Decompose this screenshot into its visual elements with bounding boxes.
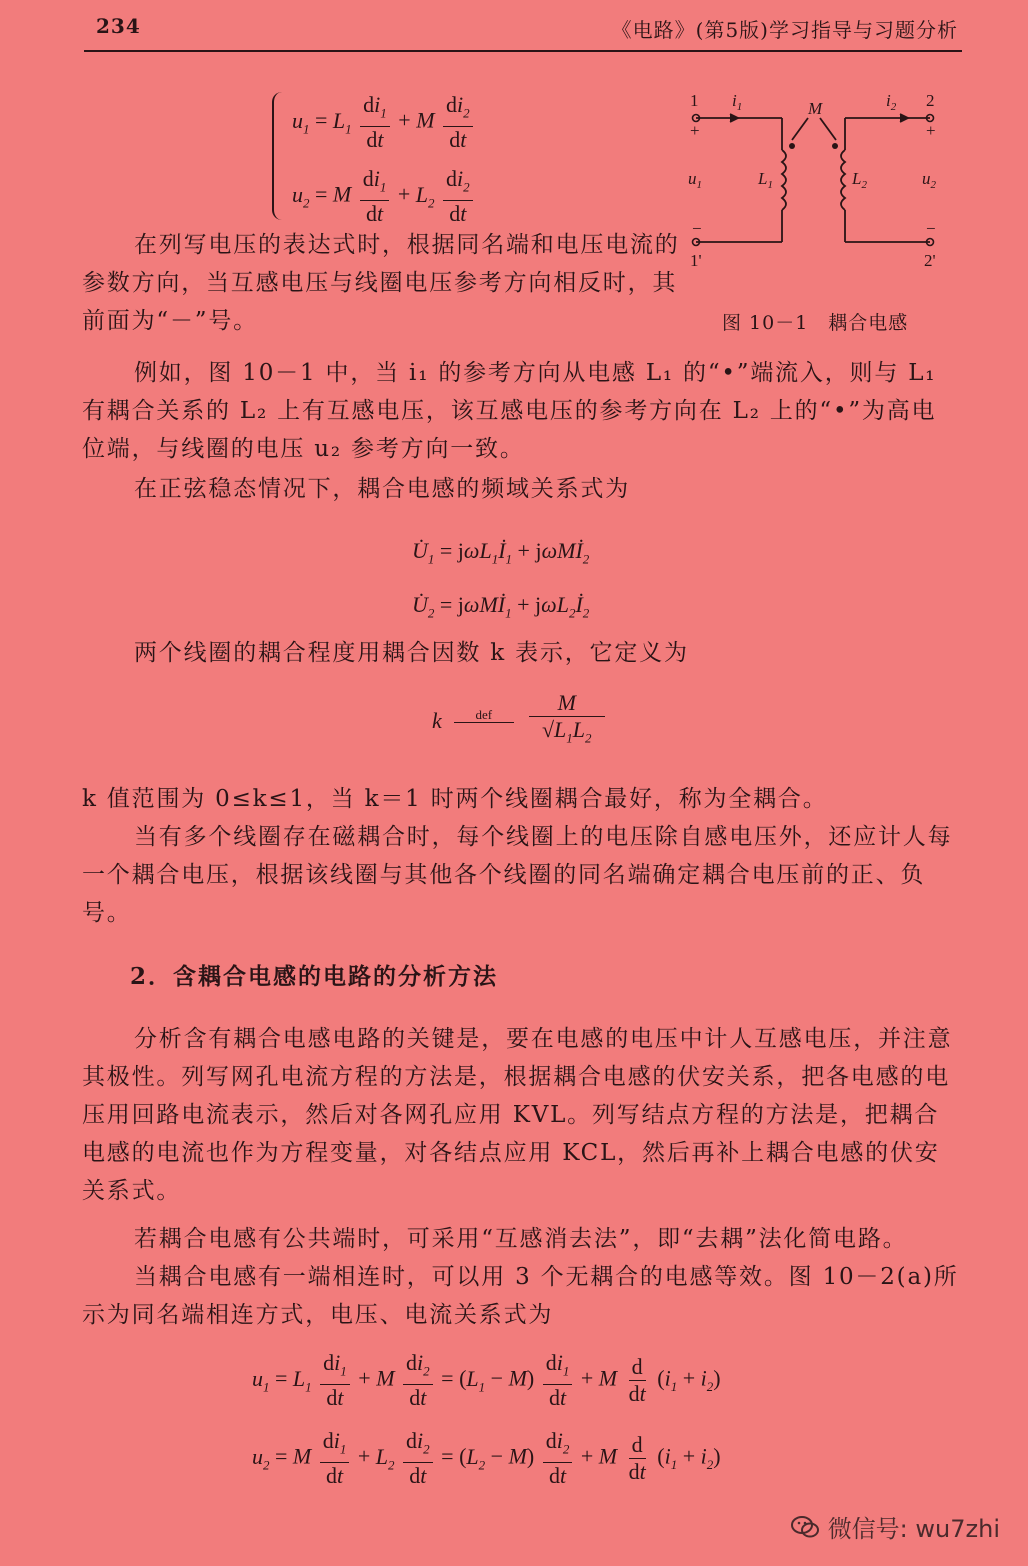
paragraph-7: 分析含有耦合电感电路的关键是，要在电感的电压中计人互感电压，并注意其极性。列写网孔电流方程的方法是，根据耦合电感的伏安关系，把各电感的电压用回路电流表示，然后对各网孔应用 KVL。列写结点方程的方法是，把耦合电感的电流也作为方程变量，对各结点应用 KCL，然后再补上耦合电感的伏安关系式。 xyxy=(82,1026,953,1204)
svg-text:u1: $u_1$ xyxy=(688,169,702,191)
header-divider xyxy=(84,50,962,52)
label-M: M xyxy=(808,99,823,118)
label-node1: 1 xyxy=(690,91,699,110)
equation-u1: $u_1 = L_1$ $\frac{di_1}{dt}$ + M $\frac{di_2}{dt}$ xyxy=(292,92,476,153)
paragraph-6: 当有多个线圈存在磁耦合时，每个线圈上的电压除自感电压外，还应计人每一个耦合电压，根据该线圈与其他各个线圈的同名端确定耦合电压前的正、负号。 xyxy=(82,824,953,926)
equation-decoupled-u2: $u_2 = M$ $\frac{di_1}{dt}$ + $L_2$ $\frac{di_2}{dt}$ = $(L_2 - M)$ $\frac{di_2}{dt}$ + M $\frac{d}{dt}$ $(i_1 + i_2)$ xyxy=(252,1428,721,1489)
equation-brace xyxy=(272,92,292,220)
paragraph-5: k 值范围为 0≤k≤1，当 k＝1 时两个线圈耦合最好，称为全耦合。 xyxy=(82,786,828,812)
paragraph-3: 在正弦稳态情况下，耦合电感的频域关系式为 xyxy=(134,476,630,502)
paragraph-4: 两个线圈的耦合程度用耦合因数 k 表示，它定义为 xyxy=(134,640,689,666)
wechat-icon xyxy=(790,1514,820,1540)
label-node1p: 1' xyxy=(690,251,702,270)
equation-decoupled-u1: $u_1 = L_1$ $\frac{di_1}{dt}$ + M $\frac{di_2}{dt}$ = $(L_1 - M)$ $\frac{di_1}{dt}$ + M $\frac{d}{dt}$ $(i_1 + i_2)$ xyxy=(252,1350,721,1411)
svg-text:−: − xyxy=(692,219,702,238)
svg-text:u2: $u_2$ xyxy=(922,169,936,191)
svg-text:+: + xyxy=(926,121,936,140)
equation-coupling-coefficient: k def $\frac{M}{√L_1L_2}$ xyxy=(432,690,608,751)
paragraph-1: 在列写电压的表达式时，根据同名端和电压电流的参数方向，当互感电压与线圈电压参考方向相反时，其前面为“－”号。 xyxy=(82,232,680,334)
figure-caption: 图 10－1 耦合电感 xyxy=(722,312,909,334)
svg-text:i2: $i_2$ xyxy=(886,91,897,113)
paragraph-2: 例如，图 10－1 中，当 i₁ 的参考方向从电感 L₁ 的“•”端流入，则与 L₁ 有耦合关系的 L₂ 上有互感电压，该互感电压的参考方向在 L₂ 上的“•”为高电位端，与线圈的电压 u₂ 参考方向一致。 xyxy=(82,360,937,462)
section-title: 2．含耦合电感的电路的分析方法 xyxy=(130,963,499,990)
paragraph-9: 当耦合电感有一端相连时，可以用 3 个无耦合的电感等效。图 10－2(a)所示为同名端相连方式，电压、电流关系式为 xyxy=(82,1264,959,1328)
svg-text:L2: $L_2$ xyxy=(852,169,867,191)
book-title: 《电路》(第5版)学习指导与习题分析 xyxy=(611,18,958,42)
svg-text:i1: $i_1$ xyxy=(732,91,743,113)
svg-text:+: + xyxy=(690,121,700,140)
svg-text:−: − xyxy=(926,219,936,238)
equation-phasor-u1: $U̇_1$ = $j\omega L_1İ_1$ + $j\omega Mİ_2$ xyxy=(412,538,590,567)
page-number: 234 xyxy=(96,14,141,38)
coupled-inductor-figure xyxy=(680,88,950,288)
paragraph-8: 若耦合电感有公共端时，可采用“互感消去法”，即“去耦”法化简电路。 xyxy=(134,1226,908,1252)
equation-u2: $u_2 = M$ $\frac{di_1}{dt}$ + $L_2$ $\frac{di_2}{dt}$ xyxy=(292,166,476,227)
label-node2: 2 xyxy=(926,91,935,110)
wechat-watermark xyxy=(790,1509,1000,1544)
svg-text:L1: $L_1$ xyxy=(758,169,773,191)
watermark-text: 微信号: wu7zhi xyxy=(827,1515,1000,1543)
label-node2p: 2' xyxy=(924,251,936,270)
equation-phasor-u2: $U̇_2$ = $j\omega Mİ_1$ + $j\omega L_2İ_2$ xyxy=(412,592,590,621)
